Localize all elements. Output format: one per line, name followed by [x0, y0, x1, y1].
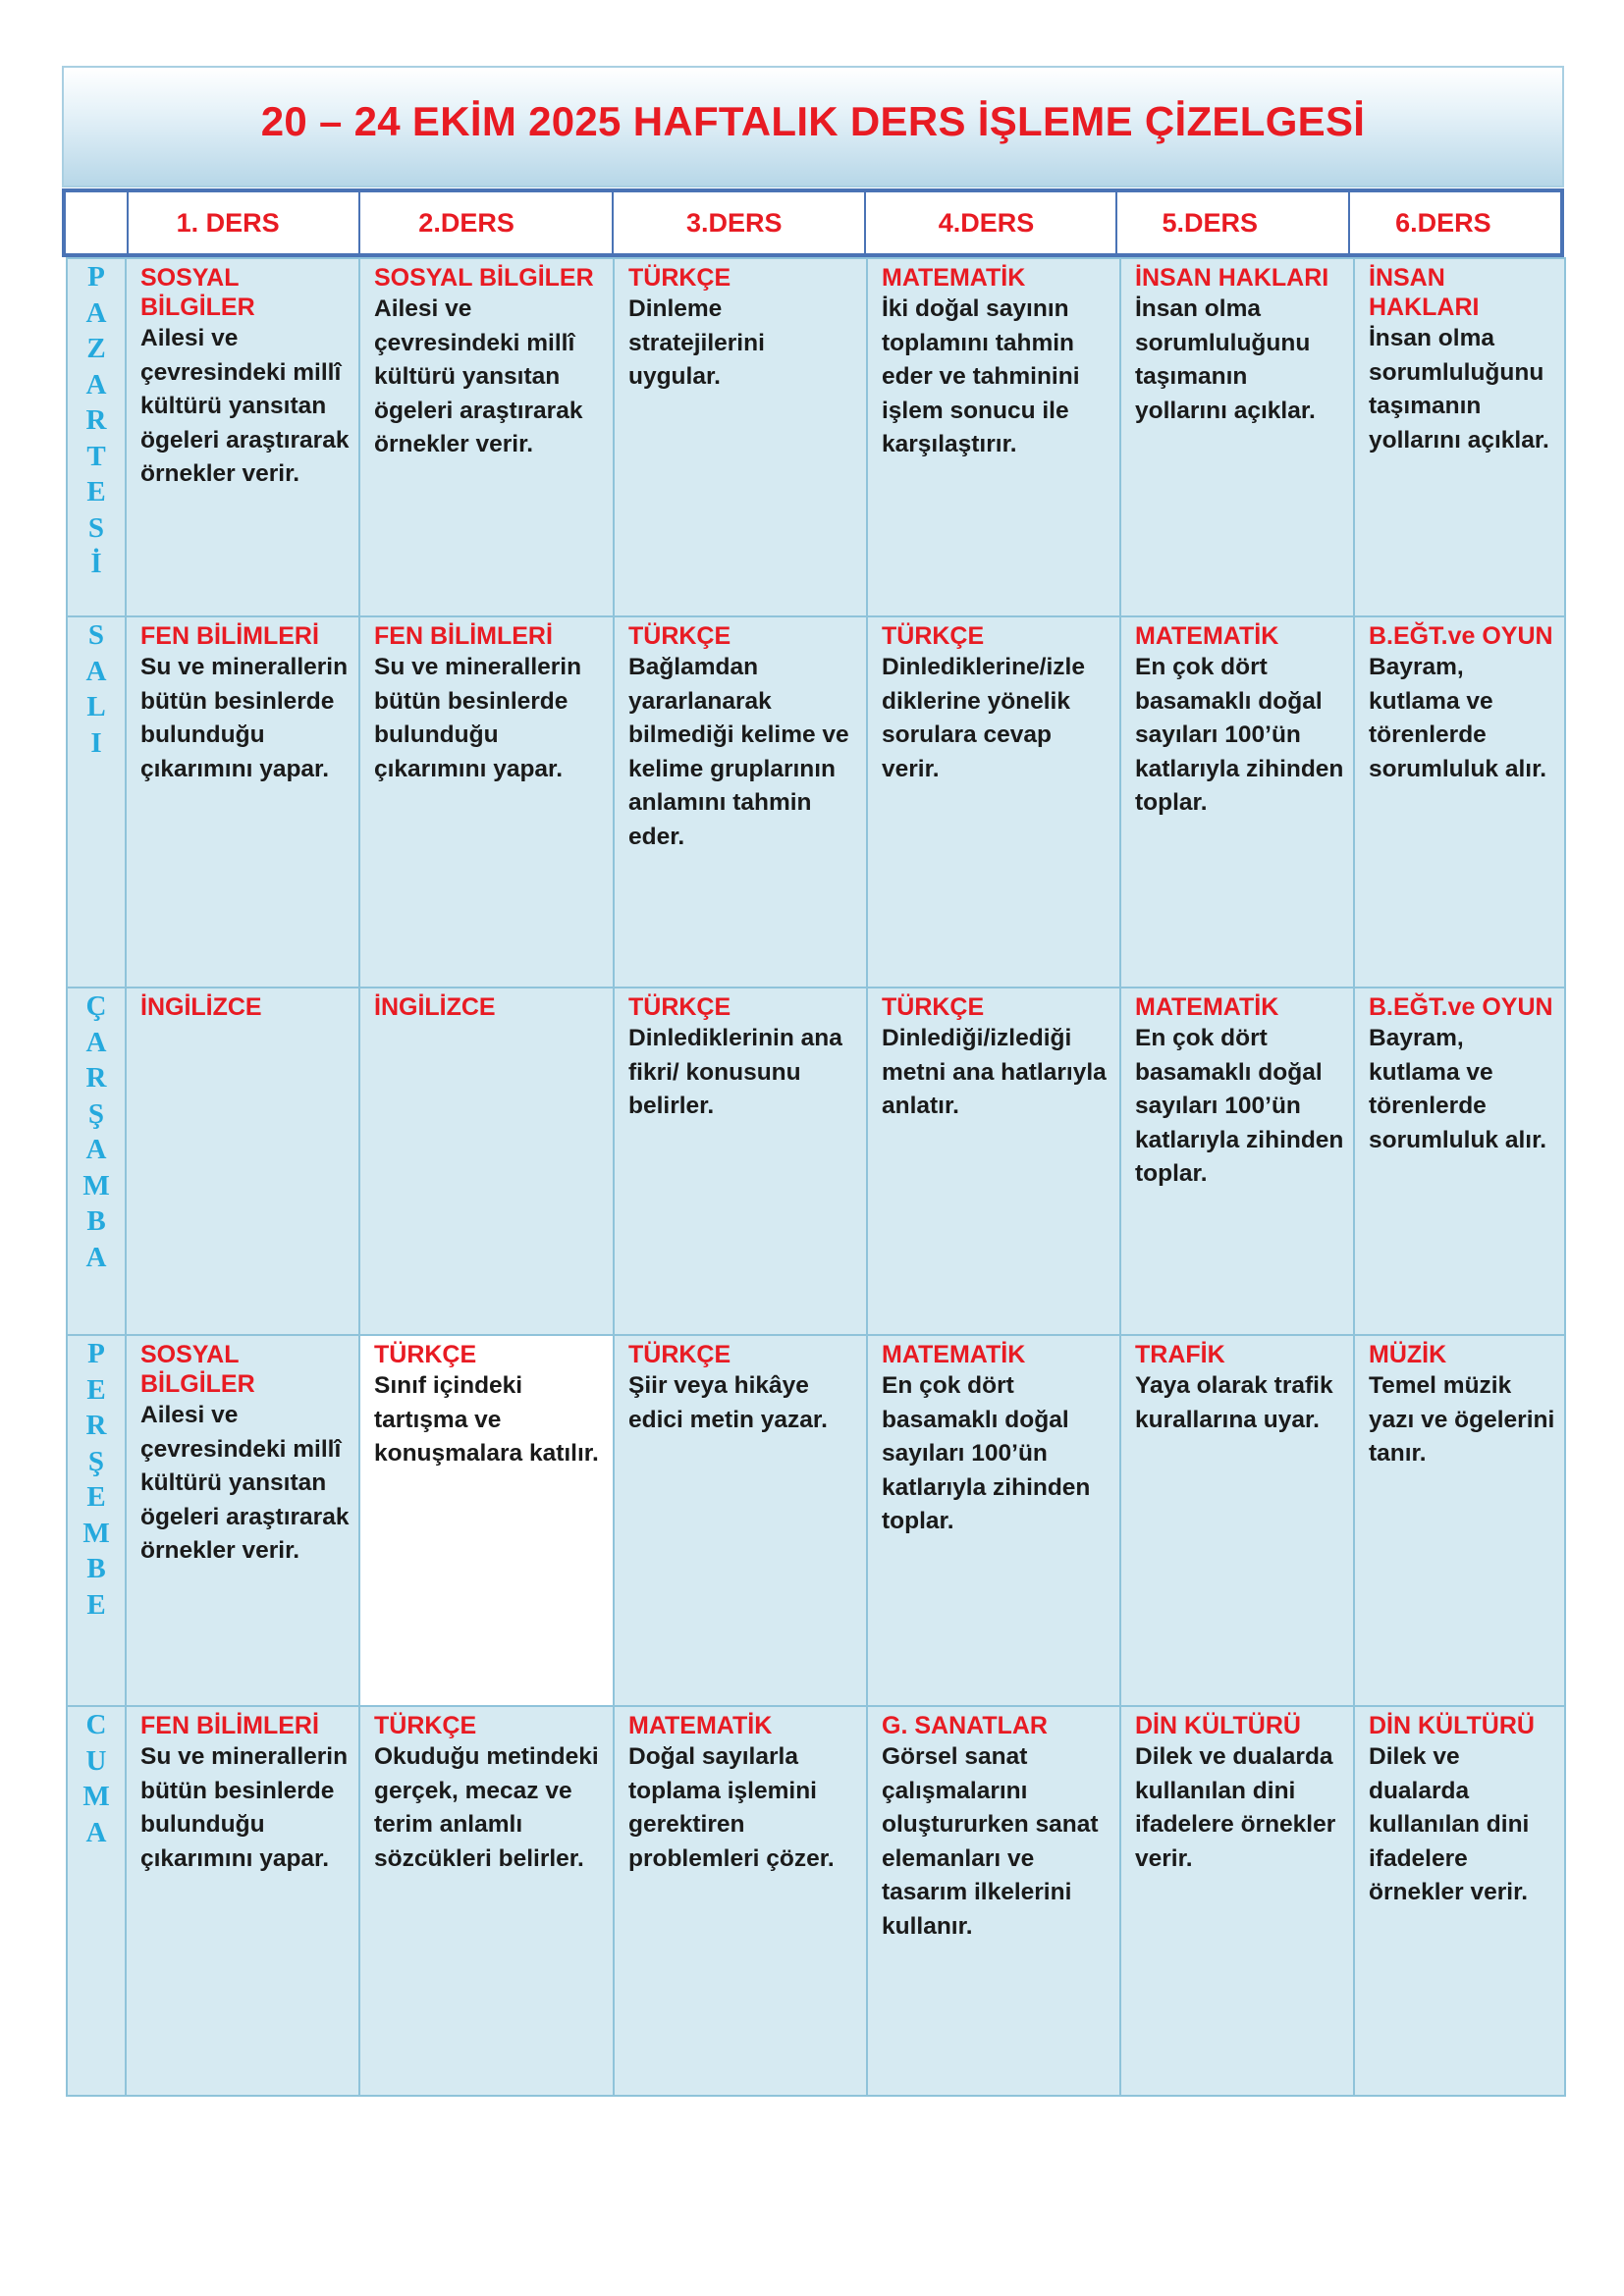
day-letter: E: [86, 1373, 106, 1406]
lesson-objective: Su ve minerallerin bütün besinlerde bulunduğu çıkarımını yapar.: [140, 654, 349, 782]
day-letter: B: [86, 1553, 106, 1584]
day-letter: E: [86, 1588, 106, 1621]
lesson-subject: İNSAN HAKLARI: [1369, 264, 1480, 321]
lesson-cell: [126, 616, 359, 988]
day-letter: M: [82, 1781, 110, 1812]
day-letter: T: [86, 440, 106, 472]
lesson-subject: MÜZİK: [1369, 1341, 1447, 1368]
lesson-objective: Bayram, kutlama ve törenlerde sorumluluk alır.: [1369, 1025, 1547, 1153]
day-letter: E: [86, 476, 106, 507]
lesson-subject: FEN BİLİMLERİ: [374, 622, 553, 650]
lesson-cell: [359, 988, 614, 1335]
day-label-cell: [67, 1706, 126, 2096]
lesson-objective: Su ve minerallerin bütün besinlerde bulunduğu çıkarımını yapar.: [140, 1743, 349, 1872]
day-letter: I: [90, 726, 102, 759]
lesson-subject: G. SANATLAR: [882, 1712, 1048, 1739]
lesson-cell: [1120, 258, 1354, 616]
lesson-subject: MATEMATİK: [1135, 622, 1279, 650]
lesson-objective: İki doğal sayının toplamını tahmin eder ve tahminini işlem sonucu ile karşılaştırır.: [882, 295, 1080, 457]
header-lesson-6: [1350, 192, 1560, 253]
lesson-objective: Dilek ve dualarda kullanılan dini ifadelere örnekler verir.: [1135, 1743, 1336, 1872]
lesson-objective: İnsan olma sorumluluğunu taşımanın yollarını açıklar.: [1369, 325, 1549, 454]
header-lesson-3: [614, 192, 866, 253]
schedule-table: [66, 257, 1566, 2097]
lesson-subject: TÜRKÇE: [882, 622, 985, 650]
day-row: [67, 616, 1565, 988]
lesson-objective: Bağlamdan yararlanarak bilmediği kelime ve kelime gruplarının anlamını tahmin eder.: [628, 654, 849, 850]
lesson-subject: TÜRKÇE: [628, 1341, 731, 1368]
lesson-subject: DİN KÜLTÜRÜ: [1135, 1712, 1301, 1739]
lesson-objective: Şiir veya hikâye edici metin yazar.: [628, 1372, 828, 1433]
lesson-subject: TÜRKÇE: [628, 993, 731, 1021]
lesson-objective: Okuduğu metindeki gerçek, mecaz ve terim anlamlı sözcükleri belirler.: [374, 1743, 599, 1872]
day-letter: R: [85, 1062, 107, 1094]
lesson-objective: Su ve minerallerin bütün besinlerde bulunduğu çıkarımını yapar.: [374, 654, 582, 782]
day-letter: A: [85, 1134, 107, 1165]
day-letter: Ş: [87, 1445, 105, 1477]
day-row: [67, 988, 1565, 1335]
day-name-vertical: [82, 1336, 109, 1623]
lesson-objective: Bayram, kutlama ve törenlerde sorumluluk alır.: [1369, 654, 1547, 782]
lesson-cell: [614, 616, 867, 988]
day-letter: Z: [86, 333, 106, 364]
lesson-cell: [614, 1335, 867, 1706]
header-label: 1. DERS: [176, 207, 280, 238]
lesson-objective: Görsel sanat çalışmalarını oluştururken sanat elemanları ve tasarım ilkelerini kullanır.: [882, 1743, 1099, 1940]
day-name-vertical: [86, 617, 107, 761]
lesson-subject: SOSYAL BİLGİLER: [140, 264, 255, 321]
lesson-objective: Dinlediklerinin ana fikri/ konusunu belirler.: [628, 1025, 842, 1119]
day-label-cell: [67, 1335, 126, 1706]
day-letter: A: [85, 655, 107, 687]
day-name-vertical: [82, 988, 109, 1275]
lesson-subject: TÜRKÇE: [374, 1341, 477, 1368]
day-row: [67, 258, 1565, 616]
lesson-cell: [1120, 616, 1354, 988]
day-letter: U: [85, 1744, 107, 1777]
header-label: 6.DERS: [1395, 207, 1491, 238]
day-letter: L: [86, 691, 106, 722]
lesson-subject: MATEMATİK: [628, 1712, 773, 1739]
lesson-objective: İnsan olma sorumluluğunu taşımanın yollarını açıklar.: [1135, 295, 1316, 424]
lesson-objective: Dinleme stratejilerini uygular.: [628, 295, 765, 390]
day-label-cell: [67, 988, 126, 1335]
header-label: 3.DERS: [685, 207, 783, 238]
lesson-objective: Dinlediği/izlediği metni ana hatlarıyla anlatır.: [882, 1025, 1107, 1119]
day-letter: B: [86, 1205, 106, 1237]
lesson-objective: En çok dört basamaklı doğal sayıları 100’ün katlarıyla zihinden toplar.: [1135, 1025, 1344, 1187]
day-letter: E: [86, 1481, 106, 1513]
day-letter: A: [85, 1816, 107, 1848]
day-letter: A: [85, 1026, 107, 1058]
day-row: [67, 1706, 1565, 2096]
day-letter: A: [85, 1241, 107, 1273]
day-letter: C: [85, 1709, 107, 1740]
lesson-objective: Sınıf içindeki tartışma ve konuşmalara katılır.: [374, 1372, 599, 1467]
lesson-subject: FEN BİLİMLERİ: [140, 622, 319, 650]
lesson-cell: [867, 1335, 1120, 1706]
lesson-subject: MATEMATİK: [882, 264, 1026, 292]
day-name-vertical: [82, 1707, 109, 1850]
lesson-cell: [1120, 1706, 1354, 2096]
lesson-subject: FEN BİLİMLERİ: [140, 1712, 319, 1739]
day-letter: P: [87, 1338, 105, 1369]
lesson-cell: [614, 258, 867, 616]
lesson-cell: [867, 258, 1120, 616]
lesson-cell: [126, 988, 359, 1335]
day-letter: A: [85, 296, 107, 329]
day-label-cell: [67, 616, 126, 988]
header-lesson-1: [129, 192, 361, 253]
lesson-subject: TÜRKÇE: [628, 622, 731, 650]
lesson-objective: Temel müzik yazı ve ögelerini tanır.: [1369, 1372, 1555, 1467]
header-label: 5.DERS: [1162, 207, 1258, 238]
header-label: 4.DERS: [938, 207, 1035, 238]
lesson-subject: İNSAN HAKLARI: [1135, 264, 1329, 292]
lesson-subject: SOSYAL BİLGİLER: [374, 264, 594, 292]
lesson-cell: [867, 616, 1120, 988]
lesson-cell: [614, 1706, 867, 2096]
lesson-cell: [359, 1706, 614, 2096]
lesson-cell: [359, 1335, 614, 1706]
lesson-subject: B.EĞT.ve OYUN: [1369, 622, 1553, 650]
header-label: 2.DERS: [418, 207, 514, 238]
lesson-cell: [126, 1706, 359, 2096]
day-label-cell: [67, 258, 126, 616]
lesson-subject: MATEMATİK: [1135, 993, 1279, 1021]
lesson-cell: [359, 616, 614, 988]
header-lesson-4: [866, 192, 1118, 253]
day-letter: A: [85, 368, 107, 400]
lesson-subject: TÜRKÇE: [628, 264, 731, 292]
lesson-cell: [126, 258, 359, 616]
lesson-objective: Ailesi ve çevresindeki millî kültürü yansıtan ögeleri araştırarak örnekler verir.: [140, 325, 350, 487]
day-letter: P: [87, 261, 105, 293]
lesson-objective: Yaya olarak trafik kurallarına uyar.: [1135, 1372, 1333, 1433]
lesson-cell: [1354, 616, 1565, 988]
lesson-subject: DİN KÜLTÜRÜ: [1369, 1712, 1535, 1739]
page-title: 20 – 24 EKİM 2025 HAFTALIK DERS İŞLEME ÇİZELGESİ: [260, 98, 1366, 144]
day-letter: Ş: [87, 1097, 105, 1130]
lesson-objective: Doğal sayılarla toplama işlemini gerektiren problemleri çözer.: [628, 1743, 835, 1872]
lesson-subject: İNGİLİZCE: [374, 993, 496, 1021]
lesson-objective: Dilek ve dualarda kullanılan dini ifadelere örnekler verir.: [1369, 1743, 1530, 1905]
lesson-cell: [867, 988, 1120, 1335]
lesson-cell: [126, 1335, 359, 1706]
title-banner: [62, 66, 1564, 187]
lesson-cell: [1354, 1706, 1565, 2096]
lesson-subject: TÜRKÇE: [882, 993, 985, 1021]
lesson-objective: Ailesi ve çevresindeki millî kültürü yansıtan ögeleri araştırarak örnekler verir.: [140, 1402, 350, 1564]
lesson-objective: Dinlediklerine/izle diklerine yönelik sorulara cevap verir.: [882, 654, 1085, 782]
day-row: [67, 1335, 1565, 1706]
day-letter: S: [87, 511, 105, 544]
lesson-subject: İNGİLİZCE: [140, 993, 262, 1021]
day-letter: Ç: [85, 990, 107, 1022]
day-letter: R: [85, 1410, 107, 1441]
lesson-cell: [614, 988, 867, 1335]
lesson-header-row: [62, 188, 1564, 257]
lesson-cell: [1354, 988, 1565, 1335]
day-letter: M: [82, 1169, 110, 1201]
lesson-objective: Ailesi ve çevresindeki millî kültürü yansıtan ögeleri araştırarak örnekler verir.: [374, 295, 583, 457]
lesson-cell: [1354, 258, 1565, 616]
lesson-subject: SOSYAL BİLGİLER: [140, 1341, 255, 1398]
lesson-cell: [1120, 988, 1354, 1335]
day-letter: S: [87, 619, 105, 651]
day-letter: M: [82, 1517, 110, 1549]
lesson-cell: [1354, 1335, 1565, 1706]
day-name-vertical: [86, 259, 107, 582]
header-corner: [66, 192, 129, 253]
lesson-subject: TRAFİK: [1135, 1341, 1225, 1368]
lesson-cell: [1120, 1335, 1354, 1706]
lesson-subject: B.EĞT.ve OYUN: [1369, 993, 1553, 1021]
day-letter: R: [85, 404, 107, 436]
header-lesson-5: [1117, 192, 1350, 253]
lesson-objective: En çok dört basamaklı doğal sayıları 100’ün katlarıyla zihinden toplar.: [882, 1372, 1091, 1534]
day-letter: İ: [90, 548, 102, 579]
lesson-subject: TÜRKÇE: [374, 1712, 477, 1739]
header-lesson-2: [360, 192, 614, 253]
lesson-cell: [867, 1706, 1120, 2096]
lesson-cell: [359, 258, 614, 616]
lesson-objective: En çok dört basamaklı doğal sayıları 100’ün katlarıyla zihinden toplar.: [1135, 654, 1344, 816]
lesson-subject: MATEMATİK: [882, 1341, 1026, 1368]
